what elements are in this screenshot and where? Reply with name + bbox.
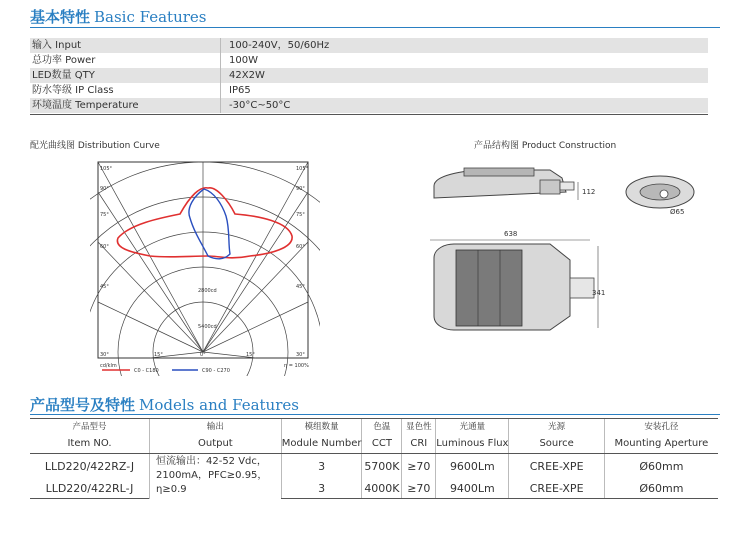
spec-value: IP65	[229, 85, 251, 96]
spec-label: 环境温度 Temperature	[30, 98, 221, 113]
angle-label-right: 60°	[296, 244, 305, 250]
legend-label-c0: C0 - C180	[134, 368, 159, 374]
table-row	[30, 454, 718, 479]
header-en: Item NO.	[30, 433, 149, 454]
spec-value: 42X2W	[221, 68, 709, 83]
table-row	[30, 478, 718, 499]
header-cn: 光通量	[436, 419, 509, 434]
mounting-aperture: Ø60mm	[604, 478, 718, 499]
header-cn: 安装孔径	[604, 419, 718, 434]
models-features-title-cn: 产品型号及特性	[30, 396, 136, 414]
spec-row	[30, 98, 708, 113]
item-number: LLD220/422RZ-J	[44, 459, 135, 473]
light-source: CREE-XPE	[509, 454, 604, 479]
header-row-en	[30, 433, 718, 454]
ring-label: 5400cd	[198, 324, 217, 330]
header-cn: 模组数量	[281, 419, 362, 434]
header-cn: 色温	[362, 419, 402, 434]
spec-label: 防水等级 IP Class	[30, 83, 221, 98]
angle-label-bottom: 15°	[154, 352, 163, 358]
angle-label-right: 105°	[296, 166, 309, 172]
spec-bottom-rule	[30, 114, 708, 115]
spec-row	[30, 68, 708, 83]
ring-label: 2800cd	[198, 288, 217, 294]
basic-features-rule	[30, 27, 720, 28]
spec-label: LED数量 QTY	[30, 68, 221, 83]
distribution-curve-caption: 配光曲线图 Distribution Curve	[30, 141, 160, 151]
angle-label-right: 90°	[296, 186, 305, 192]
module-number: 3	[281, 454, 362, 479]
angle-label-left: 60°	[100, 244, 109, 250]
dim-length: 638	[504, 230, 518, 238]
distribution-curve-chart	[90, 156, 320, 376]
module-number: 3	[281, 478, 362, 499]
luminous-flux: 9600Lm	[436, 454, 509, 479]
angle-label-bottom: 0°	[200, 352, 206, 358]
output-line: 2100mA，PFC≥0.95，	[155, 470, 268, 482]
angle-label-left: 75°	[100, 212, 109, 218]
dim-width: 341	[592, 289, 606, 297]
angle-label-left: 45°	[100, 284, 109, 290]
mounting-aperture: Ø60mm	[604, 454, 718, 479]
angle-label-left: 30°	[100, 352, 109, 358]
angle-label-right: 45°	[296, 284, 305, 290]
header-cn: 输出	[149, 419, 281, 434]
product-construction-drawing	[420, 156, 720, 336]
side-view-drawing	[434, 168, 578, 200]
output-line: η≥0.9	[155, 484, 187, 496]
spec-value: 100-240V，50/60Hz	[221, 38, 709, 53]
top-view-drawing	[434, 244, 594, 330]
item-number: LLD220/422RL-J	[30, 478, 149, 499]
basic-features-title-en: Basic Features	[94, 8, 207, 26]
output-line: 恒流输出：42-52 Vdc，	[155, 456, 267, 468]
cri-value: ≥70	[402, 454, 436, 479]
header-cn: 产品型号	[30, 419, 149, 434]
spec-value: -30°C~50°C	[221, 98, 709, 113]
cct-value: 4000K	[362, 478, 402, 499]
unit-label: cd/klm	[100, 363, 117, 369]
header-en: Module Number	[281, 433, 362, 454]
dim-aperture: Ø65	[670, 208, 685, 216]
basic-features-title-cn: 基本特性	[30, 8, 91, 26]
spec-label: 输入 Input	[30, 38, 221, 53]
spec-label: 总功率 Power	[30, 53, 221, 68]
spec-table	[30, 38, 708, 113]
spec-value: 100W	[229, 55, 258, 66]
basic-features-heading	[30, 6, 207, 27]
header-en: Mounting Aperture	[604, 433, 718, 454]
header-en: Luminous Flux	[436, 433, 509, 454]
end-view-drawing	[626, 176, 694, 208]
header-cn: 显色性	[402, 419, 436, 434]
header-en: Source	[509, 433, 604, 454]
angle-label-bottom: 15°	[246, 352, 255, 358]
spec-row	[30, 83, 708, 98]
models-features-title-en: Models and Features	[139, 396, 299, 414]
spec-row	[30, 38, 708, 53]
header-cn: 光源	[509, 419, 604, 434]
models-table	[30, 418, 718, 499]
header-en: Output	[149, 433, 281, 454]
cri-value: ≥70	[402, 478, 436, 499]
angle-label-left: 105°	[100, 166, 113, 172]
product-construction-caption: 产品结构图 Product Construction	[474, 141, 617, 151]
models-features-rule	[30, 414, 720, 415]
models-features-heading	[30, 394, 299, 415]
angle-label-right: 30°	[296, 352, 305, 358]
luminous-flux: 9400Lm	[436, 478, 509, 499]
angle-label-right: 75°	[296, 212, 305, 218]
cct-value: 5700K	[362, 454, 402, 479]
efficiency-label: η = 100%	[284, 363, 309, 369]
light-source: CREE-XPE	[509, 478, 604, 499]
header-row-cn	[30, 419, 718, 434]
header-en: CCT	[362, 433, 402, 454]
legend-label-c90: C90 - C270	[202, 368, 230, 374]
output-spec	[149, 454, 281, 499]
header-en: CRI	[402, 433, 436, 454]
spec-row	[30, 53, 708, 68]
angle-label-left: 90°	[100, 186, 109, 192]
dim-side-height: 112	[582, 188, 596, 196]
